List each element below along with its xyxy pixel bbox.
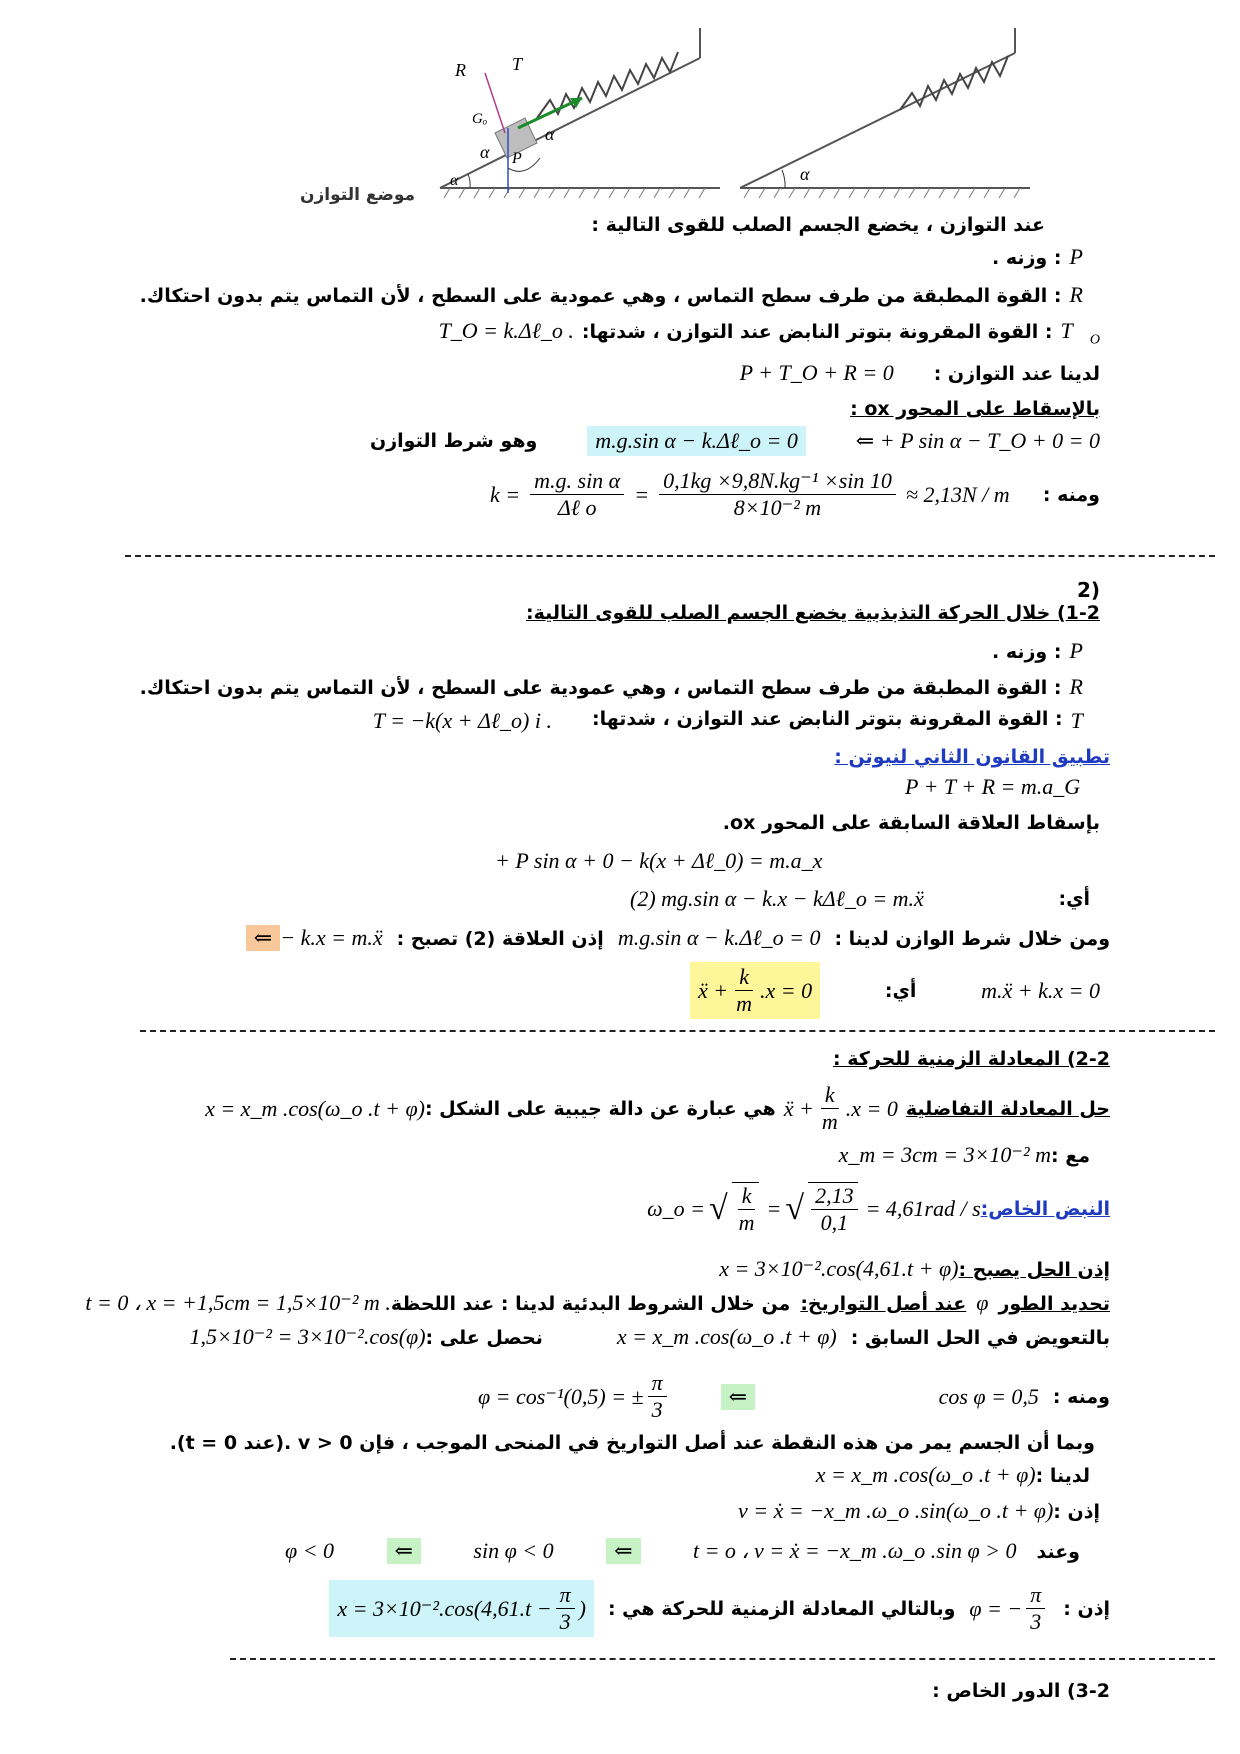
p3-phi-neg: φ < 0 [285,1538,335,1563]
p2-T-desc: : القوة المقرونة بتوتر النابض عند التوازن ، شدتها: [592,708,1063,730]
p2-arrow-orange: ⇐ [246,925,280,951]
p2-mx-formula: m.ẍ + k.x = 0 [981,977,1100,1003]
label-alpha-bottom: α [480,142,490,162]
label-alpha-base: α [450,172,459,189]
p3-subst-label: بالتعويض في الحل السابق : [850,1327,1110,1349]
p3-sol-becomes-label: إذن الحل يصبح : [958,1259,1110,1281]
p3-arrow-green-3: ⇐ [387,1538,421,1564]
p2-newton-formula: P + T + R = m.a_G [905,774,1081,799]
k-frac2-num: 0,1kg ×9,8N.kg⁻¹ ×sin 10 [659,468,896,495]
p4-title: 3-2) الدور الخاص : [932,1680,1110,1702]
p1-intro: عند التوازن ، يخضع الجسم الصلب للقوى التالية : [591,214,1045,236]
p3-omega-expr: ω_o = √ $\frac{k}{m}$ = √ $\frac{2,13}{0,1}$ = 4,61rad / s [647,1183,981,1235]
p2-proj-label: بإسقاط العلاقة السابقة على المحور ox. [722,812,1100,834]
p1-cond-label: وهو شرط التوازن [370,430,538,452]
p2-R-desc: : القوة المطبقة من طرف سطح التماس ، وهي عمودية على السطح ، لأن التماس يتم بدون احتكاك. [139,677,1062,699]
p2-from-formula: m.g.sin α − k.Δℓ_o = 0 [617,925,821,950]
p3-sol-label-u: حل المعادلة التفاضلية [905,1097,1110,1120]
vec-P2-label: P⃗ [1069,638,1100,663]
vec-R2-label: R⃗ [1069,674,1100,699]
p2-then-formula: − k.x = m.ẍ [280,925,383,950]
label-alpha-rest: α [800,164,810,184]
equilibrium-caption: موضع التوازن [300,185,416,205]
p2-ai2-label: أي: [884,979,917,1002]
p3-obtain-formula: 1,5×10⁻² = 3×10⁻².cos(φ) [189,1324,426,1349]
p3-have-label: لدينا : [1035,1465,1090,1487]
label-T: T [512,54,523,74]
p3-arrow-green-1: ⇐ [721,1384,755,1410]
p3-phi-formula: φ = cos⁻¹(0,5) = ± $\frac{\pi}{3}$ [478,1370,671,1423]
p2-s1-title: 1-2) خلال الحركة التذبذبية يخضع الجسم الصلب للقوى التالية: [526,602,1100,624]
p3-arrow-green-2: ⇐ [606,1538,640,1564]
vec-T-label: $T⃗_O$ [1060,318,1100,348]
p3-phase-label-c: من خلال الشروط البدئية لدينا : عند اللحظة [390,1293,791,1315]
p3-since-text: وبما أن الجسم يمر من هذه النقطة عند أصل التواريخ في المنحى الموجب ، فإن v > 0 .(عند t = 0). [169,1432,1095,1454]
p1-proj-formula: ⇐ + P sin α − T_O + 0 = 0 [855,428,1100,453]
k-frac1-den: Δℓ o [557,495,597,520]
inclined-plane-figure-equilibrium [300,28,720,208]
p3-final-label: إذن : [1063,1597,1110,1620]
p1-eq-label: لدينا عند التوازن : [933,363,1100,385]
p2-newton-title: تطبيق القانون الثاني لنيوتن : [834,746,1110,768]
k-lhs: k = [490,481,521,507]
label-P: P [512,150,522,167]
p1-T-formula: T_O = k.Δℓ_o . [438,318,574,343]
p1-cond-formula: m.g.sin α − k.Δℓ_o = 0 [587,426,806,456]
k-frac2-den: 8×10⁻² m [733,495,822,520]
p3-title: 2-2) المعادلة الزمنية للحركة : [833,1048,1110,1070]
p2-num: (2 [1076,578,1100,602]
p1-proj-label: بالإسقاط على المحور ox : [850,398,1100,420]
p1-P-desc: : وزنه . [991,247,1062,269]
label-Go: Gₒ [472,111,488,127]
p3-sol-eq: ẍ + $\frac{k}{m}$ .x = 0 [783,1082,898,1134]
p3-xm: x_m = 3cm = 3×10⁻² m [838,1142,1052,1167]
p3-sol-label-rest: هي عبارة عن دالة جيبية على الشكل : [424,1097,776,1120]
p3-v-formula: v = ẋ = −x_m .ω_o .sin(ω_o .t + φ) [738,1498,1054,1523]
label-alpha-top: α [545,124,555,144]
p3-phase-label-a: تحديد الطور [998,1293,1110,1315]
p1-T-desc: : القوة المقرونة بتوتر النابض عند التوازن ، شدتها: [581,321,1053,343]
p3-with-label: مع : [1051,1145,1090,1167]
p2-then-label: إذن العلاقة (2) تصبح : [396,928,604,950]
separator-3 [230,1658,1215,1660]
vec-T2-label: T⃗ [1070,708,1100,733]
p3-sol-becomes: x = 3×10⁻².cos(4,61.t + φ) [719,1256,959,1281]
separator-2 [140,1030,1215,1032]
p3-sol-form: x = x_m .cos(ω_o .t + φ) [205,1095,425,1121]
p3-cos-phi: cos φ = 0,5 [938,1383,1039,1409]
p3-phase-label-b: عند أصل التواريخ: [800,1293,967,1315]
p3-final-eq: x = 3×10⁻².cos(4,61.t − $\frac{\pi}{3}$ ) [329,1580,594,1637]
p2-from-label: ومن خلال شرط الوازن لدينا : [834,928,1110,950]
p3-final-phi: φ = − $\frac{\pi}{3}$ [969,1582,1049,1635]
p2-diff-eq: ẍ + $\frac{k}{m}$ .x = 0 [690,962,820,1019]
separator-1 [125,555,1215,557]
p3-at-formula: t = o ، v = ẋ = −x_m .ω_o .sin φ > 0 [692,1538,1017,1563]
p3-subst-formula: x = x_m .cos(ω_o .t + φ) [616,1324,837,1349]
p2-eq2: (2) mg.sin α − k.x − kΔℓ_o = m.ẍ [630,886,924,911]
vec-P-label: P⃗ [1069,244,1100,269]
p3-sin-neg: sin φ < 0 [473,1538,554,1563]
p1-k-label: ومنه : [1042,483,1100,506]
p3-at-label: وعند [1036,1541,1080,1563]
p2-ai-label: أي: [1058,888,1090,910]
p3-phase-t0: t = 0 ، x = +1,5cm = 1,5×10⁻² m . [85,1290,391,1315]
k-frac1-num: m.g. sin α [530,468,624,495]
p3-then-label: إذن : [1053,1501,1100,1523]
p1-k-expression: k = $\frac{\text{m.g. sin α}}{\text{Δℓ o}}$ = $\frac{\text{0,1kg ×9,8N.kg⁻¹ ×sin 10}}{\text{8×10⁻² m}}$ ≈ 2,13N / m [490,468,1010,520]
p3-obtain-label: نحصل على : [425,1327,543,1349]
p3-have-formula: x = x_m .cos(ω_o .t + φ) [815,1462,1036,1487]
label-R: R [455,60,466,80]
p2-P-desc: : وزنه . [991,641,1062,663]
p2-T-formula: T = −k(x + Δℓ_o) i . [372,708,552,733]
p3-hence-label: ومنه : [1052,1385,1110,1408]
p2-proj-formula: + P sin α + 0 − k(x + Δℓ_0) = m.a_x [495,848,823,873]
vec-R-label: R⃗ [1069,282,1100,307]
p3-omega-label: النبض الخاص: [980,1198,1110,1220]
p1-eq-formula: P + T_O + R = 0 [739,360,894,385]
inclined-plane-figure-rest [740,28,1040,208]
k-result: ≈ 2,13N / m [905,481,1010,507]
p3-final-text: وبالتالي المعادلة الزمنية للحركة هي : [607,1597,956,1620]
p1-R-desc: : القوة المطبقة من طرف سطح التماس ، وهي عمودية على السطح ، لأن التماس يتم بدون احتكاك. [139,285,1062,307]
